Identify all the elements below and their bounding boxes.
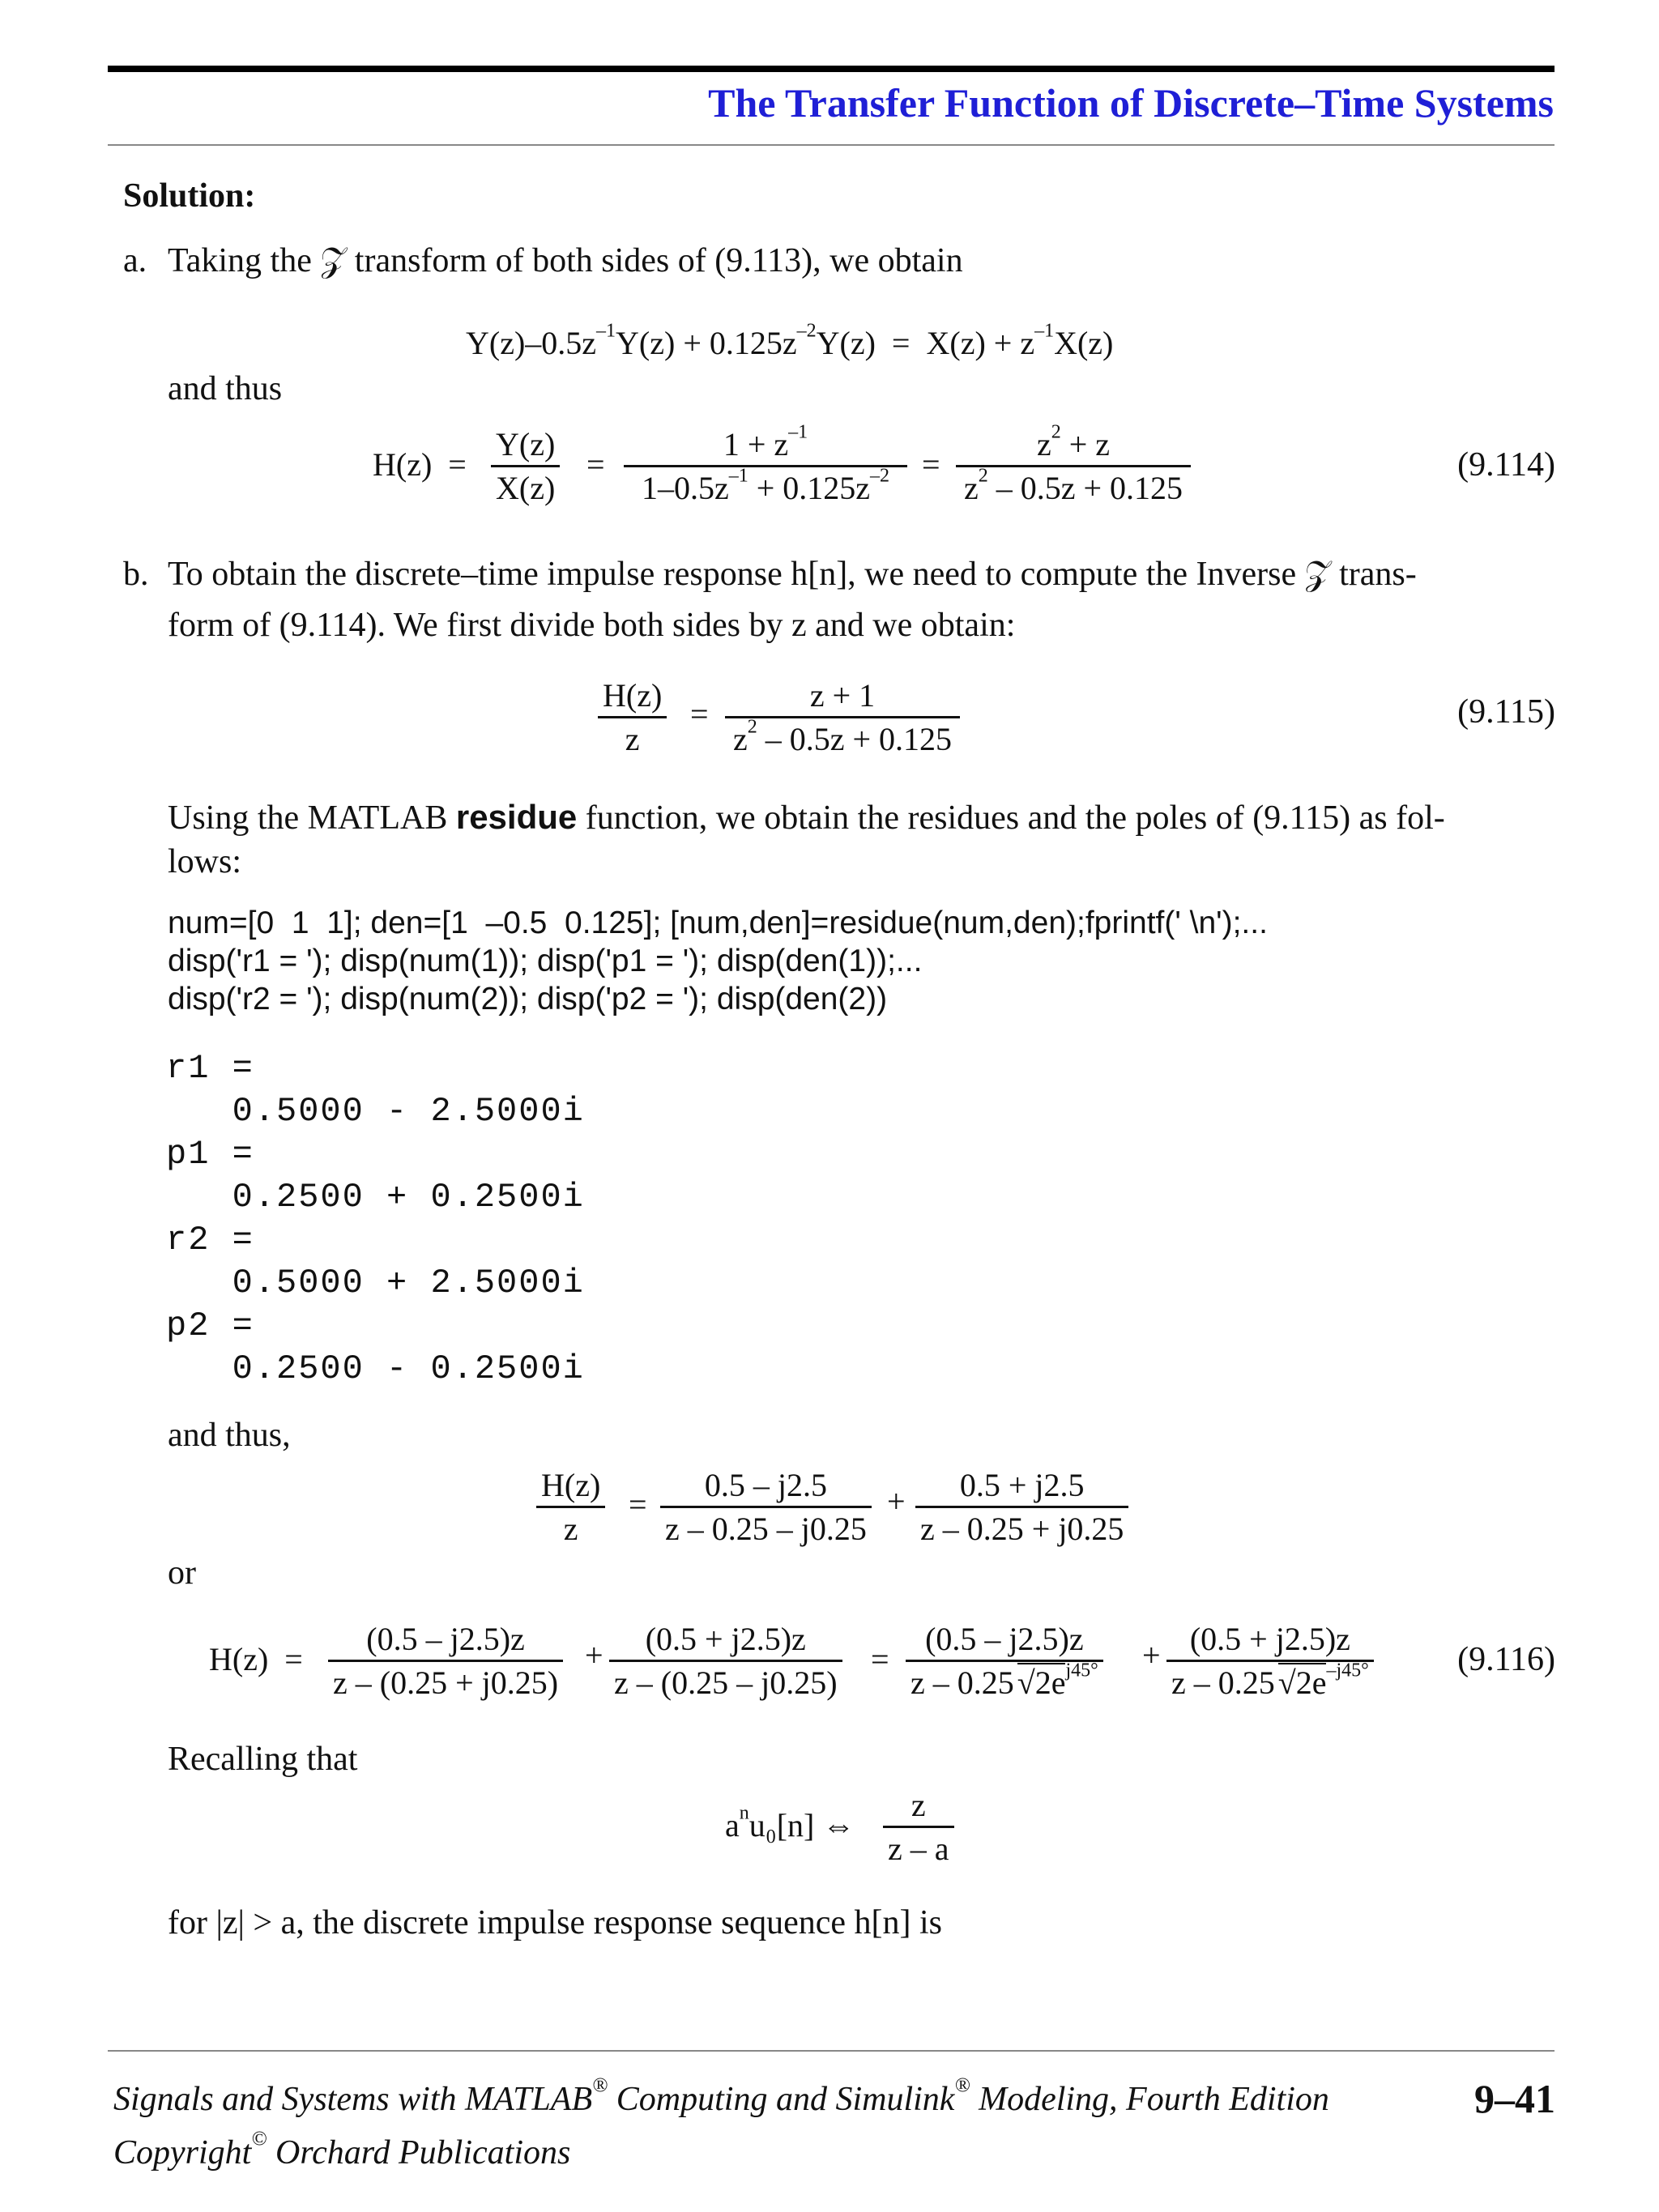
eq-pair-exp: n xyxy=(739,1802,749,1824)
eq-part-plus: + xyxy=(887,1483,906,1519)
eq114-frac2 xyxy=(624,421,907,507)
footer-rule xyxy=(108,2050,1555,2052)
part-a-text: Taking the 𝒵 transform of both sides of (9.113), we obtain xyxy=(168,242,963,279)
footer-copyright-pre: Copyright xyxy=(113,2134,252,2172)
eq116-frac3-num: (0.5 – j2.5)z xyxy=(906,1620,1103,1662)
output-line-3: p1 = xyxy=(166,1135,254,1174)
eq116-frac4-den-exp: –j45° xyxy=(1326,1660,1369,1681)
solution-heading: Solution: xyxy=(123,177,256,215)
footer-reg-2: ® xyxy=(954,2074,970,2097)
output-line-5: r2 = xyxy=(166,1221,254,1259)
part-b-line1: To obtain the discrete–time impulse response h[n], we need to compute the Inverse 𝒵 trans- xyxy=(168,556,1417,593)
eq116-frac4-den-pre: z – 0.25 xyxy=(1171,1664,1275,1701)
eq116-frac4-num: (0.5 + j2.5)z xyxy=(1166,1620,1374,1662)
eq114-frac3-num: z xyxy=(1036,426,1051,462)
residue-line1 xyxy=(168,798,1445,837)
eq116-number: (9.116) xyxy=(1457,1641,1555,1678)
code-line-3: disp('r2 = '); disp(num(2)); disp('p2 = '); disp(den(2)) xyxy=(168,982,888,1016)
eq115-frac2-den-exp: 2 xyxy=(747,716,757,738)
equation-a xyxy=(466,320,1114,362)
eq114-frac3-num-post: + z xyxy=(1060,426,1111,462)
eq116-frac2-num: (0.5 + j2.5)z xyxy=(609,1620,842,1662)
eq-part-frac2-num: 0.5 – j2.5 xyxy=(660,1466,872,1508)
eq114-frac2-num-exp: –1 xyxy=(788,421,808,443)
eq114-frac3 xyxy=(956,421,1191,507)
output-line-6: 0.5000 + 2.5000i xyxy=(166,1264,585,1302)
footer-copyright-symbol: © xyxy=(251,2128,267,2150)
eq116-frac2-den: z – (0.25 – j0.25) xyxy=(614,1664,838,1701)
eq116-frac3 xyxy=(906,1620,1103,1702)
eq116-plus2: + xyxy=(1142,1637,1161,1673)
eq114-frac3-den: z xyxy=(963,470,979,506)
eq116-eq: = xyxy=(871,1641,889,1677)
header-rule xyxy=(108,144,1555,146)
footer-book-title xyxy=(113,2074,1329,2119)
residue-line2: lows: xyxy=(168,843,242,880)
eq-a-end: X(z) xyxy=(1054,325,1114,361)
eq-part-eq: = xyxy=(629,1486,647,1523)
output-line-7: p2 = xyxy=(166,1306,254,1345)
eq116-frac4 xyxy=(1166,1620,1374,1702)
top-rule xyxy=(108,66,1555,72)
footer-reg-1: ® xyxy=(592,2074,608,2097)
sqrt-symbol: √2e xyxy=(1277,1664,1327,1701)
eq-a-mid1: Y(z) + 0.125z xyxy=(616,325,797,361)
eq115-frac2-den-post: – 0.5z + 0.125 xyxy=(757,721,953,757)
footer-publisher: Orchard Publications xyxy=(267,2134,571,2172)
part-b-marker: b. xyxy=(123,556,149,593)
eq114-frac1-num: Y(z) xyxy=(491,425,560,467)
page-header-title: The Transfer Function of Discrete–Time Systems xyxy=(708,80,1554,126)
eq-part-frac2 xyxy=(660,1466,872,1548)
eq115-frac2 xyxy=(725,676,960,758)
page-number: 9–41 xyxy=(1474,2076,1555,2121)
eq-a-mid2: Y(z) = X(z) + z xyxy=(816,325,1035,361)
recalling-text: Recalling that xyxy=(168,1741,358,1778)
eq116-frac3-den-pre: z – 0.25 xyxy=(911,1664,1014,1701)
eq114-frac1 xyxy=(491,425,560,507)
eq116-frac1-den: z – (0.25 + j0.25) xyxy=(333,1664,559,1701)
footer-copyright xyxy=(113,2128,571,2172)
eq114-frac2-den-exp2: –2 xyxy=(870,465,890,487)
eq-part-frac3-num: 0.5 + j2.5 xyxy=(915,1466,1128,1508)
final-text: for |z| > a, the discrete impulse response sequence h[n] is xyxy=(168,1904,943,1941)
and-thus-a: and thus xyxy=(168,370,283,407)
eq114-eq1: = xyxy=(586,446,605,483)
eq116-frac3-sqrt: 2e xyxy=(1034,1664,1066,1701)
eq-part-frac1 xyxy=(536,1466,605,1548)
eq-a-exp2: –2 xyxy=(796,320,817,342)
eq-a-exp3: –1 xyxy=(1034,320,1055,342)
eq114-frac1-den: X(z) xyxy=(496,470,556,506)
sqrt-symbol: √2e xyxy=(1017,1664,1066,1701)
eq114-frac3-num-exp: 2 xyxy=(1051,421,1061,443)
eq116-frac1 xyxy=(328,1620,563,1702)
residue-line1-pre: Using the MATLAB xyxy=(168,799,456,837)
eq115-frac2-den: z xyxy=(732,721,748,757)
eq115-number: (9.115) xyxy=(1457,693,1555,731)
eq114-frac2-num: 1 + z xyxy=(723,426,789,462)
or-text: or xyxy=(168,1554,196,1592)
eq115-frac1-den: z xyxy=(625,721,640,757)
code-line-1: num=[0 1 1]; den=[1 –0.5 0.125]; [num,den]=residue(num,den);fprintf(' \n');... xyxy=(168,906,1268,940)
eq114-eq2: = xyxy=(922,446,940,483)
output-line-2: 0.5000 - 2.5000i xyxy=(166,1092,585,1131)
eq114-frac2-den-mid: + 0.125z xyxy=(748,470,871,506)
eq114-frac3-den-exp: 2 xyxy=(978,465,988,487)
footer-title-mid: Computing and Simulink xyxy=(608,2081,955,2118)
eq-a-lhs: Y(z)–0.5z xyxy=(466,325,597,361)
eq-part-frac3 xyxy=(915,1466,1128,1548)
eq116-frac1-num: (0.5 – j2.5)z xyxy=(328,1620,563,1662)
eq-part-frac2-den: z – 0.25 – j0.25 xyxy=(665,1511,867,1547)
residue-line1-post: function, we obtain the residues and the poles of (9.115) as fol- xyxy=(577,799,1445,837)
footer-title-post: Modeling, Fourth Edition xyxy=(970,2081,1329,2118)
eq-part-frac1-num: H(z) xyxy=(536,1466,605,1508)
eq-pair-num: z xyxy=(883,1786,954,1828)
eq-part-frac1-den: z xyxy=(563,1511,578,1547)
eq114-frac2-den-exp1: –1 xyxy=(728,465,748,487)
eq-part-frac3-den: z – 0.25 + j0.25 xyxy=(920,1511,1124,1547)
eq-a-exp1: –1 xyxy=(596,320,616,342)
eq115-eq: = xyxy=(690,696,709,732)
eq-pair-a: a xyxy=(725,1807,740,1843)
output-line-1: r1 = xyxy=(166,1049,254,1088)
eq114-frac2-den: 1–0.5z xyxy=(641,470,729,506)
eq115-frac1-num: H(z) xyxy=(598,676,667,718)
eq116-frac2 xyxy=(609,1620,842,1702)
residue-keyword: residue xyxy=(455,798,578,836)
output-line-8: 0.2500 - 0.2500i xyxy=(166,1349,585,1388)
footer-title-pre: Signals and Systems with MATLAB xyxy=(113,2081,593,2118)
eq-pair-frac xyxy=(883,1786,954,1868)
eq115-frac1 xyxy=(598,676,667,758)
eq-pair-rest: u₀[n] ⇔ xyxy=(748,1807,855,1843)
eq115-frac2-num: z + 1 xyxy=(725,676,960,718)
part-a-marker: a. xyxy=(123,242,147,279)
eq114-hz: H(z) = xyxy=(373,446,467,483)
output-line-4: 0.2500 + 0.2500i xyxy=(166,1178,585,1217)
eq116-frac3-den-exp: j45° xyxy=(1065,1660,1098,1681)
eq114-frac3-den-post: – 0.5z + 0.125 xyxy=(987,470,1183,506)
eq116-hz: H(z) = xyxy=(209,1641,303,1677)
eq114-number: (9.114) xyxy=(1457,446,1555,484)
eq-pair-den: z – a xyxy=(888,1831,949,1867)
part-b-line2: form of (9.114). We first divide both sides by z and we obtain: xyxy=(168,607,1016,644)
eq116-frac4-sqrt: 2e xyxy=(1295,1664,1327,1701)
and-thus-comma: and thus, xyxy=(168,1417,291,1454)
code-line-2: disp('r1 = '); disp(num(1)); disp('p1 = '); disp(den(1));... xyxy=(168,944,923,978)
eq116-plus1: + xyxy=(585,1637,603,1673)
eq-pair-lhs xyxy=(725,1802,855,1844)
